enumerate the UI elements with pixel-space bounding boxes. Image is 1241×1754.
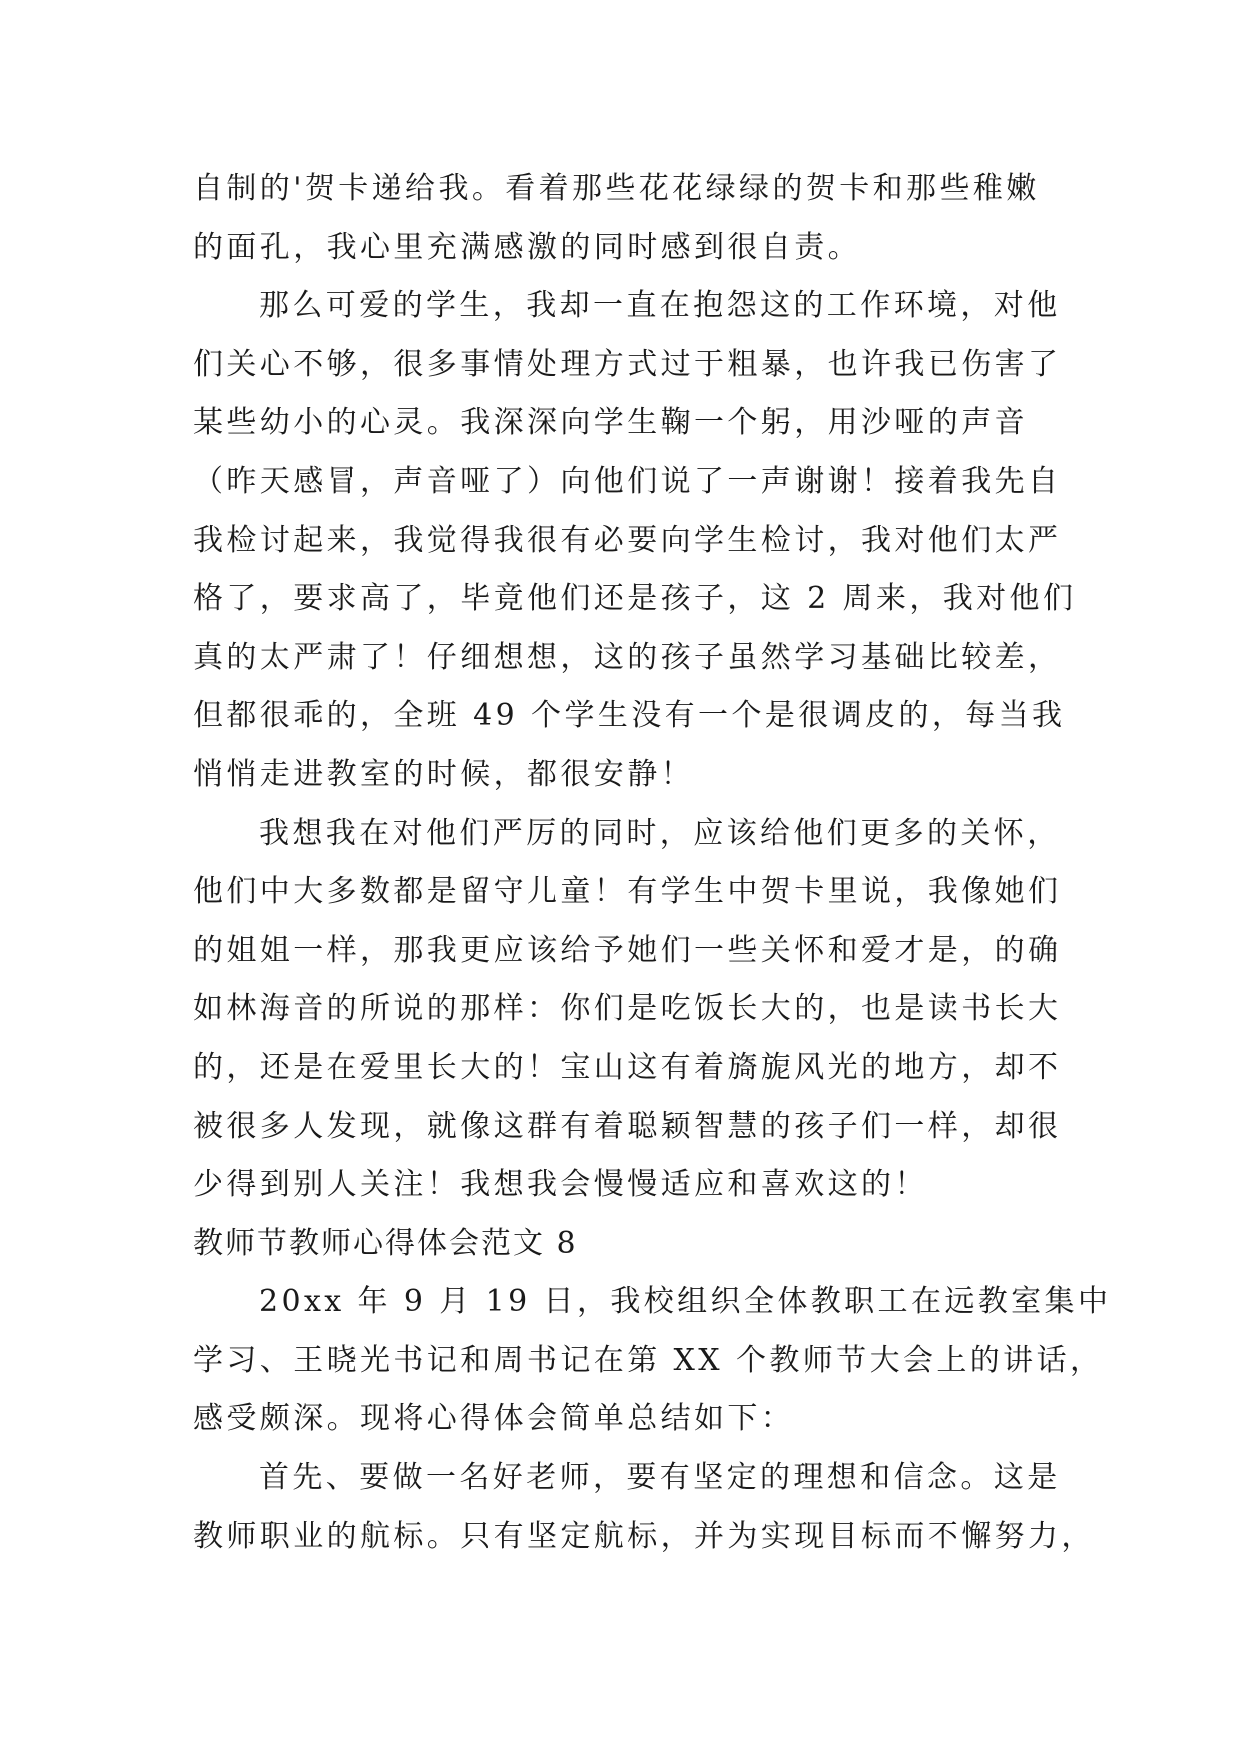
text-line: 的，还是在爱里长大的！宝山这有着旖旎风光的地方，却不 [193,1049,1062,1085]
text-line: 但都很乖的，全班 49 个学生没有一个是很调皮的，每当我 [193,698,1066,734]
text-line: 被很多人发现，就像这群有着聪颖智慧的孩子们一样，却很 [193,1108,1062,1144]
text-line: 的姐姐一样，那我更应该给予她们一些关怀和爱才是，的确 [193,932,1062,968]
paragraph-start-line: 20xx 年 9 月 19 日，我校组织全体教职工在远教室集中 [259,1284,1112,1320]
text-line: 感受颇深。现将心得体会简单总结如下： [193,1401,795,1437]
text-line: 真的太严肃了！仔细想想，这的孩子虽然学习基础比较差， [193,639,1062,675]
text-line: 学习、王晓光书记和周书记在第 XX 个教师节大会上的讲话， [193,1342,1104,1378]
text-line: 某些幼小的心灵。我深深向学生鞠一个躬，用沙哑的声音 [193,405,1028,441]
text-line: 们关心不够，很多事情处理方式过于粗暴，也许我已伤害了 [193,346,1062,382]
text-line: 的面孔，我心里充满感激的同时感到很自责。 [193,229,861,265]
document-body [193,160,1112,1566]
text-line: 格了，要求高了，毕竟他们还是孩子，这 2 周来，我对他们 [193,581,1077,617]
text-line: 教师职业的航标。只有坚定航标，并为实现目标而不懈努力， [193,1518,1095,1554]
paragraph-start-line: 那么可爱的学生，我却一直在抱怨这的工作环境，对他 [259,288,1061,324]
text-line: 少得到别人关注！我想我会慢慢适应和喜欢这的！ [193,1167,928,1203]
text-line: （昨天感冒，声音哑了）向他们说了一声谢谢！接着我先自 [193,463,1062,499]
text-line: 他们中大多数都是留守儿童！有学生中贺卡里说，我像她们 [193,874,1062,910]
text-line: 如林海音的所说的那样：你们是吃饭长大的，也是读书长大 [193,991,1062,1027]
paragraph-start-line: 首先、要做一名好老师，要有坚定的理想和信念。这是 [259,1460,1061,1496]
text-line: 我检讨起来，我觉得我很有必要向学生检讨，我对他们太严 [193,522,1062,558]
text-line: 悄悄走进教室的时候，都很安静！ [193,756,694,792]
section-heading: 教师节教师心得体会范文 8 [193,1225,578,1261]
text-line: 自制的'贺卡递给我。看着那些花花绿绿的贺卡和那些稚嫩 [193,171,1040,206]
paragraph-start-line: 我想我在对他们严厉的同时，应该给他们更多的关怀， [259,815,1061,851]
